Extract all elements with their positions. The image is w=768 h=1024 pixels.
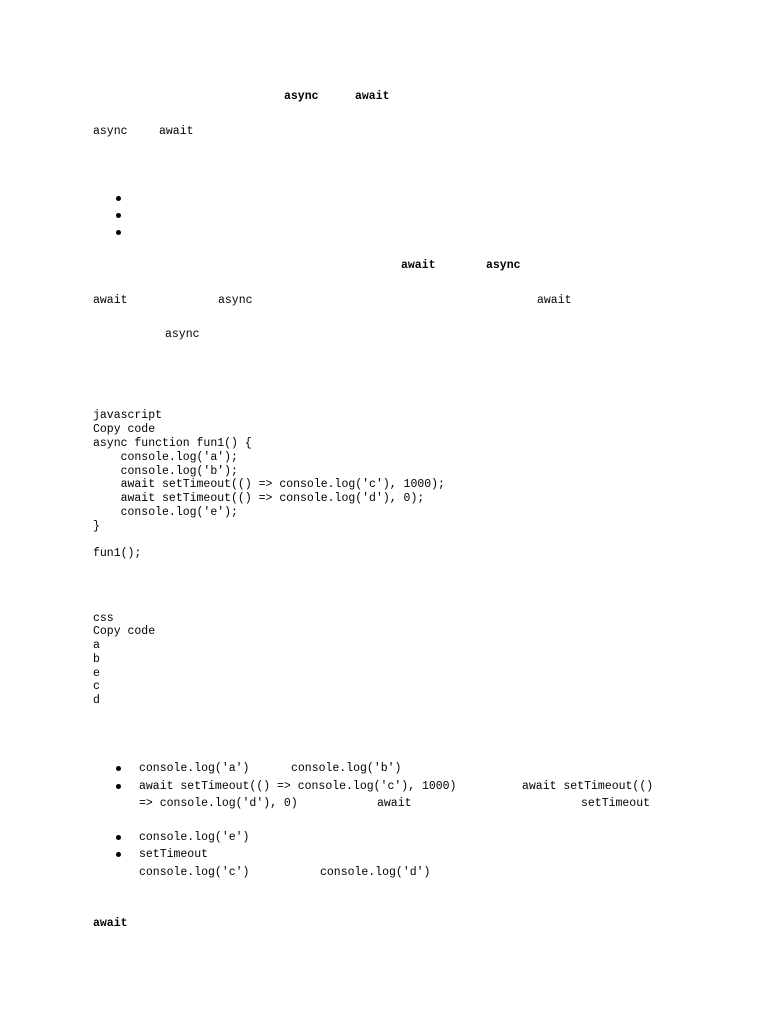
bullet-dot — [116, 784, 121, 789]
bullet-dot — [116, 852, 121, 857]
code-line: a — [93, 639, 100, 652]
code-lang-label: javascript — [93, 409, 163, 422]
list-item-text: console.log('d') — [320, 866, 431, 879]
code-line: fun1(); — [93, 547, 142, 561]
code-line: console.log('a'); — [93, 450, 238, 464]
bullet-dot — [116, 835, 121, 840]
list-item-text: await — [377, 797, 412, 810]
code-line: e — [93, 666, 100, 680]
code-line: d — [93, 694, 100, 708]
list-item-text: console.log('e') — [139, 831, 250, 844]
bullet-dot — [116, 766, 121, 771]
bullet-dot — [116, 230, 121, 235]
heading-async: async — [284, 90, 319, 103]
text-await: await — [93, 294, 128, 307]
code-line: async function fun1() { — [93, 437, 252, 450]
text-await: await — [537, 294, 572, 307]
list-item-text: setTimeout — [581, 797, 651, 810]
list-item-text: console.log('c') — [139, 866, 250, 879]
bullet-dot — [116, 213, 121, 218]
list-item-text: setTimeout — [139, 848, 209, 861]
list-item-text: console.log('b') — [291, 762, 402, 775]
code-output — [93, 639, 100, 708]
copy-code-button[interactable]: Copy code — [93, 625, 156, 638]
footer-await: await — [93, 917, 128, 930]
code-line: await setTimeout(() => console.log('d'), 0); — [93, 492, 425, 506]
code-line: console.log('e'); — [93, 505, 238, 519]
code-content — [93, 437, 445, 561]
code-line: await setTimeout(() => console.log('c'), 1000); — [93, 478, 445, 492]
code-line: } — [93, 519, 100, 533]
text-async: async — [165, 328, 200, 341]
text-async: async — [218, 294, 253, 307]
section-heading-async: async — [486, 259, 521, 272]
code-line: console.log('b'); — [93, 464, 238, 478]
para-async: async — [93, 125, 128, 138]
code-line: b — [93, 652, 100, 666]
code-lang-label: css — [93, 612, 114, 625]
heading-await: await — [355, 90, 390, 103]
list-item-text: console.log('a') — [139, 762, 250, 775]
para-await: await — [159, 125, 194, 138]
copy-code-button[interactable]: Copy code — [93, 423, 156, 436]
bullet-dot — [116, 196, 121, 201]
section-heading-await: await — [401, 259, 436, 272]
list-item-text: => console.log('d'), 0) — [139, 797, 298, 810]
list-item-text: await setTimeout(() — [522, 780, 654, 793]
code-line: c — [93, 680, 100, 694]
list-item-text: await setTimeout(() => console.log('c'), 1000) — [139, 780, 457, 793]
